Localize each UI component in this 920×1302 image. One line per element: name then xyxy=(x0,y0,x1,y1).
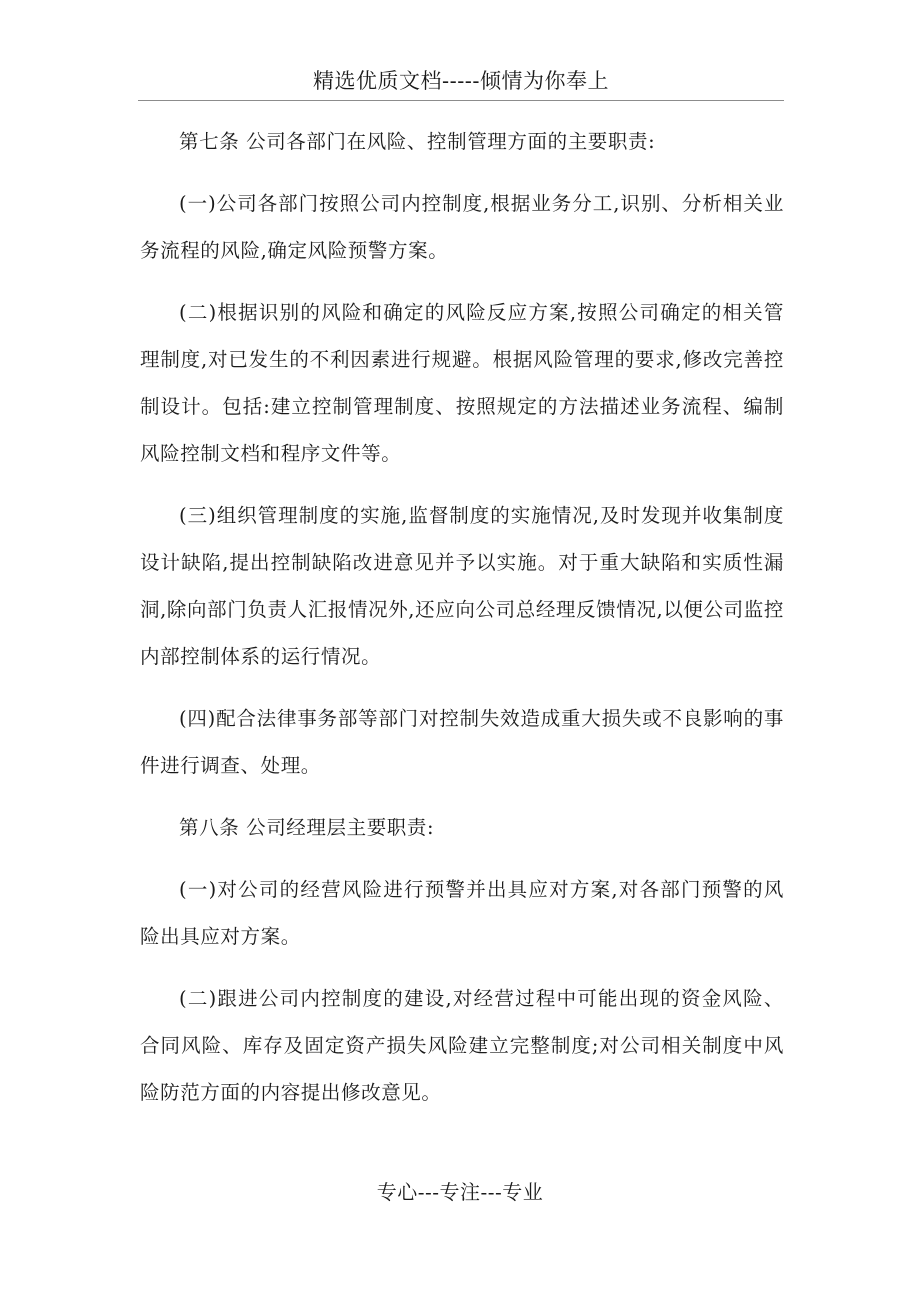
page-header-title: 精选优质文档-----倾情为你奉上 xyxy=(313,69,609,93)
document-body xyxy=(140,118,784,1116)
article-7-item-4: (四)配合法律事务部等部门对控制失效造成重大损失或不良影响的事件进行调查、处理。 xyxy=(140,707,784,777)
article-8-item-2: (二)跟进公司内控制度的建设,对经营过程中可能出现的资金风险、合同风险、库存及固定资产损失风险建立完整制度;对公司相关制度中风险防范方面的内容提出修改意见。 xyxy=(140,987,784,1104)
article-7-heading: 第七条 公司各部门在风险、控制管理方面的主要职责: xyxy=(179,130,656,153)
article-7-item-1: (一)公司各部门按照公司内控制度,根据业务分工,识别、分析相关业务流程的风险,确定风险预警方案。 xyxy=(140,192,784,262)
article-7-item-2: (二)根据识别的风险和确定的风险反应方案,按照公司确定的相关管理制度,对已发生的不利因素进行规避。根据风险管理的要求,修改完善控制设计。包括:建立控制管理制度、按照规定的方法描述业务流程、编制风险控制文档和程序文件等。 xyxy=(140,301,784,465)
article-8-item-1: (一)对公司的经营风险进行预警并出具应对方案,对各部门预警的风险出具应对方案。 xyxy=(140,878,784,948)
article-7-item-3: (三)组织管理制度的实施,监督制度的实施情况,及时发现并收集制度设计缺陷,提出控制缺陷改进意见并予以实施。对于重大缺陷和实质性漏洞,除向部门负责人汇报情况外,还应向公司总经理反馈情况,以便公司监控内部控制体系的运行情况。 xyxy=(140,504,784,668)
article-8-heading: 第八条 公司经理层主要职责: xyxy=(179,816,435,839)
header-divider xyxy=(138,100,784,101)
page-footer-text: 专心---专注---专业 xyxy=(376,1180,544,1204)
